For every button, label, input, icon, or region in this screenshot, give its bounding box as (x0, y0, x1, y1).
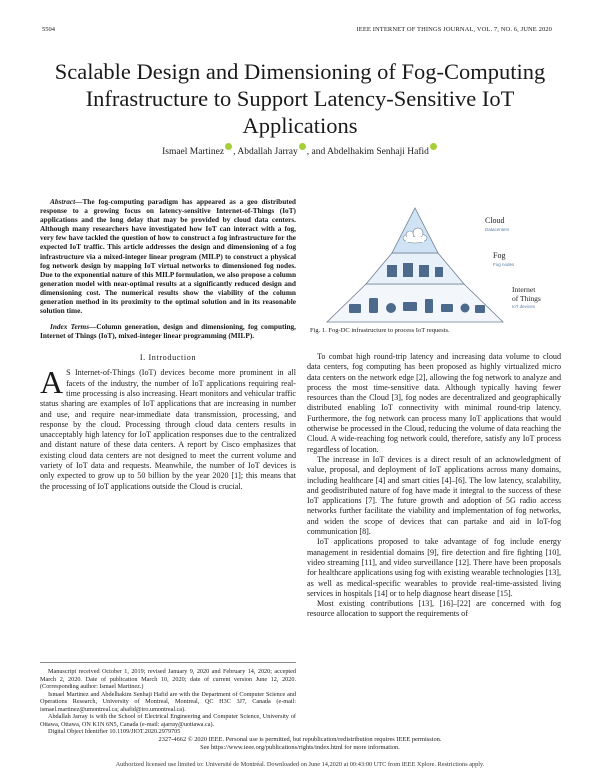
orcid-icon[interactable] (430, 143, 437, 150)
figure-caption: Fig. 1. Fog-DC infrastructure to process IoT requests. (310, 327, 450, 334)
label-iot-sub: IoT devices (512, 304, 535, 309)
body-paragraph: IoT applications proposed to take advantage of fog include energy management in residential domains [9], fire detection and fire fighting [10], video streaming [11], and video surveillance [12]. There have been proposals for healthcare applications using fog with existing wearable technologies [13], as well as medical-specific wearables to provide real-time-assisted living services in hospitals [14] or to help diagnose heart disease [15]. (307, 537, 561, 598)
abstract-text: —The fog-computing paradigm has appeared as a geo distributed response to a growing focus on latency-sensitive Internet-of-Things (IoT) applications and the long delay that may be provided by cloud data centers. Although many researchers have investigated how IoT can interact with a fog, very few have tackled the question of how to construct a fog infrastructure for the expected IoT traffic. This article addresses the design and dimensioning of a fog infrastructure via a mixed-integer linear program (MILP) to construct a physical fog network design by mapping IoT virtual networks to dimensioned fog nodes. Due to the exponential nature of this MILP formulation, we also propose a column generation model with near-optimal results at a significantly reduced design and dimensioning cost. The numerical results show the viability of the column generation method in its proximity to the optimal solution and in its reasonable solution time. (40, 197, 296, 316)
author-separator: , (233, 147, 238, 157)
author-list (40, 143, 560, 157)
label-fog-sub: Fog nodes (493, 262, 515, 267)
label-iot-line2: of Things (512, 294, 541, 303)
fog-pyramid-diagram (307, 198, 561, 326)
footnote-affiliation: Ismael Martinez and Abdelhakim Senhaji Hafid are with the Department of Computer Science and Operations Research, University of Montreal, Montreal, QC H3C 3J7, Canada (e-mail: ismael.martinez@umontreal.ca; ahafid@iro.umontreal.ca). (40, 690, 296, 713)
figure-fog-infrastructure (307, 198, 561, 326)
body-paragraph: Most existing contributions [13], [16]–[22] are concerned with fog resource allocation to support the requirements of (307, 599, 561, 619)
fog-tier (366, 253, 464, 284)
footnote-affiliation: Abdallah Jarray is with the School of Electrical Engineering and Computer Science, University of Ottawa, Ottawa, ON K1N 6N5, Canada (e-mail: ajarray@uottawa.ca). (40, 713, 296, 728)
copyright-line: 2327-4662 © 2020 IEEE. Personal use is permitted, but republication/redistribution requires IEEE permission. (158, 736, 442, 743)
label-cloud: Cloud (485, 216, 505, 225)
intro-paragraph (40, 364, 296, 492)
abstract-label: Abstract (50, 197, 76, 206)
intro-text: S Internet-of-Things (IoT) devices become more prominent in all facets of the industry, the number of IoT applications requiring real-time processing is also increasing. Heart monitors and vehicular traffic status sharing are examples of IoT applications that are increasing in number and use, and require near-immediate data transmission, processing, and response by the cloud. Processing through cloud data centers results in unacceptably high latency for IoT application responses due to the centralized and distant nature of these data centers. A report by Cisco emphasizes that existing cloud data centers are not designed to meet the current volume and variety of IoT data and requests. Meanwhile, the number of IoT devices is only expected to grow up to 50 billion by the year 2020 [1]; this means that the processing of IoT applications outside the Cloud is crucial. (40, 368, 296, 491)
author-name: Abdallah Jarray (237, 147, 298, 157)
drop-cap: A (40, 364, 64, 401)
author-name: Ismael Martinez (162, 147, 225, 157)
footnotes (40, 668, 296, 736)
footnote-manuscript: Manuscript received October 1, 2019; revised January 9, 2020 and February 14, 2020; accepted March 2, 2020. Date of publication March 10, 2020; date of current version June 12, 2020. (Corresponding author: Ismael Martinez.) (40, 668, 296, 690)
author-name: Abdelhakim Senhaji Hafid (327, 147, 429, 157)
abstract (40, 197, 296, 315)
label-iot-line1: Internet (512, 285, 536, 294)
index-terms-text: —Column generation, design and dimensioning, fog computing, Internet of Things (IoT), mixed-integer linear programming (MILP). (40, 322, 297, 341)
authorized-use-notice: Authorized licensed use limited to: Université de Montréal. Downloaded on June 14,2020 at 00:43:00 UTC from IEEE Xplore. Restrictions apply. (115, 761, 485, 768)
paper-title: Scalable Design and Dimensioning of Fog-Computing Infrastructure to Support Latency-Sensitive IoT Applications (54, 59, 546, 138)
orcid-icon[interactable] (225, 143, 232, 150)
index-terms-label: Index Terms (50, 322, 90, 332)
section-heading: I. Introduction (139, 353, 197, 363)
page-number: 5504 (42, 26, 55, 33)
orcid-icon[interactable] (299, 143, 306, 150)
footnote-doi: Digital Object Identifier 10.1109/JIOT.2020.2979705 (48, 728, 181, 735)
author-separator: , and (306, 147, 328, 157)
copyright-notice (40, 736, 560, 752)
body-paragraph: The increase in IoT devices is a direct result of an acknowledgment of value, proposal, and deployment of IoT applications across many domains, including healthcare [4] and smart cities [4]–[6]. The low latency, scalability, and geodistributed nature of fog have made it integral to the success of these IoT applications [7]. The future growth and adoption of 5G radio access networks further facilitate the viability and implementation of fog networks, and widen the scope of devices that can partake and aid in IoT-fog communication [8]. (307, 454, 561, 537)
body-paragraph: To combat high round-trip latency and increasing data volume to cloud data centers, fog computing has been proposed as highly virtualized micro data centers on the network edge [2], allowing the fog network to analyze and process the most time-sensitive data. Although typically having fewer resources than the Cloud [3], fog nodes are decentralized and geographically distributed enabling IoT connectivity with minimal round-trip latency. Furthermore, the fog network can process many IoT applications that would otherwise be processed in the Cloud, reducing the volume of data reaching the Cloud. A wide-reaching fog network could, therefore, satisfy any IoT process regardless of location. (307, 352, 561, 454)
right-column (307, 352, 561, 620)
label-fog: Fog (493, 251, 506, 260)
left-column (40, 197, 296, 492)
footnote-divider (40, 662, 296, 663)
index-terms (40, 322, 296, 340)
label-cloud-sub: Datacenters (485, 227, 510, 232)
rights-link[interactable]: See https://www.ieee.org/publications/rights/index.html for more information. (200, 744, 400, 751)
journal-header: IEEE INTERNET OF THINGS JOURNAL, VOL. 7, NO. 6, JUNE 2020 (356, 26, 552, 33)
